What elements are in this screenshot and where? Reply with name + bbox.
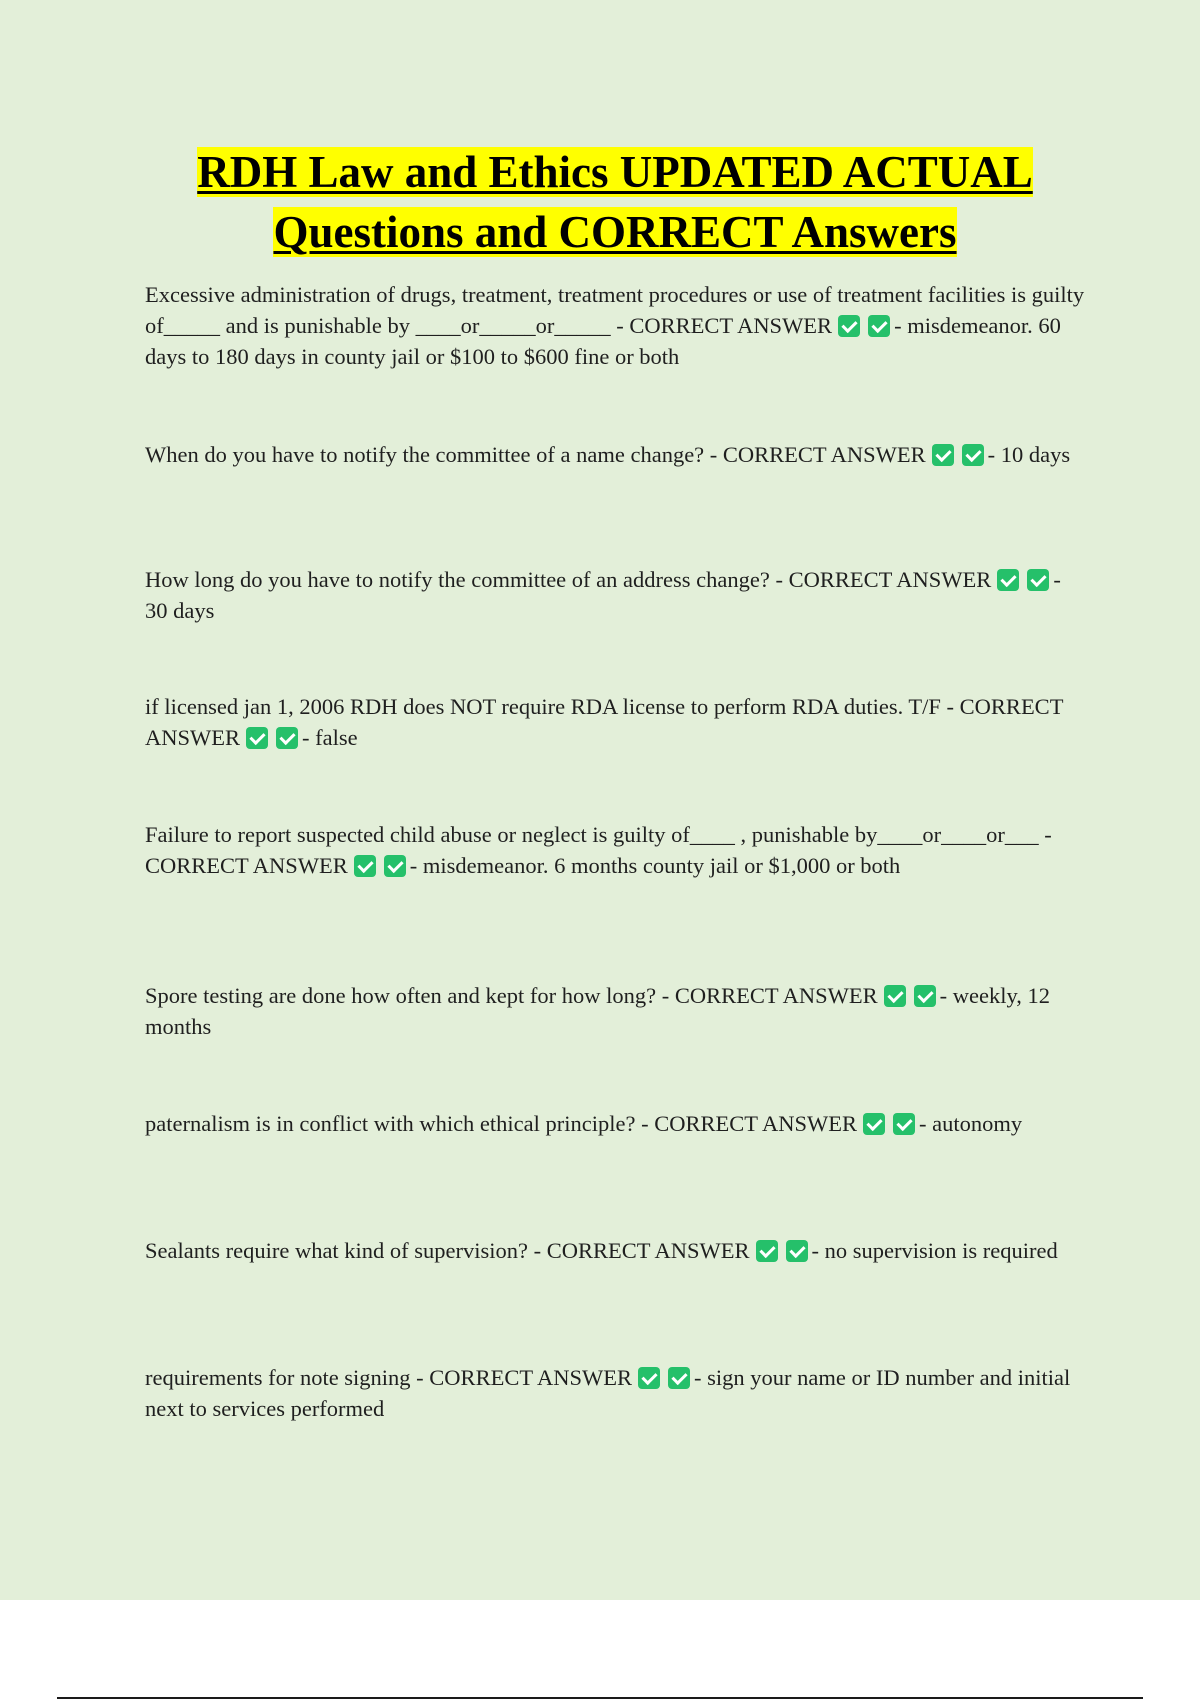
title-line-1: RDH Law and Ethics UPDATED ACTUAL [197, 147, 1033, 197]
document-title [110, 142, 1120, 262]
qa-answer: - misdemeanor. 60 days to 180 days in county jail or $100 to $600 fine or both [145, 313, 1061, 369]
qa-item [145, 691, 1085, 753]
qa-question: Excessive administration of drugs, treatment, treatment procedures or use of treatment facilities is guilty of_____ and is punishable by ____or_____or_____ - CORRECT ANSWER [145, 282, 1085, 338]
check-square-icon [997, 569, 1019, 591]
check-square-icon [276, 727, 298, 749]
qa-item [145, 1362, 1085, 1424]
footer-rule [57, 1697, 1143, 1699]
qa-answer: - 10 days [987, 442, 1071, 467]
qa-answer: - weekly, 12 months [145, 983, 1050, 1039]
qa-question: paternalism is in conflict with which ethical principle? - CORRECT ANSWER [145, 1111, 857, 1136]
qa-question: requirements for note signing - CORRECT ANSWER [145, 1365, 633, 1390]
check-square-icon [668, 1367, 690, 1389]
qa-item [145, 439, 1085, 470]
qa-item [145, 1108, 1085, 1139]
check-square-icon [868, 315, 890, 337]
check-square-icon [354, 855, 376, 877]
qa-question: if licensed jan 1, 2006 RDH does NOT require RDA license to perform RDA duties. T/F - CORRECT ANSWER [145, 694, 1064, 750]
check-square-icon [914, 985, 936, 1007]
check-square-icon [756, 1240, 778, 1262]
qa-answer: - sign your name or ID number and initial next to services performed [145, 1365, 1071, 1421]
qa-question: How long do you have to notify the committee of an address change? - CORRECT ANSWER [145, 567, 992, 592]
qa-question: Sealants require what kind of supervision? - CORRECT ANSWER [145, 1238, 750, 1263]
qa-item [145, 980, 1085, 1042]
check-square-icon [962, 444, 984, 466]
qa-answer: - no supervision is required [811, 1238, 1058, 1263]
qa-item [145, 564, 1085, 626]
qa-answer: - autonomy [918, 1111, 1023, 1136]
check-square-icon [893, 1113, 915, 1135]
title-line-2: Questions and CORRECT Answers [273, 207, 957, 257]
check-square-icon [932, 444, 954, 466]
check-square-icon [863, 1113, 885, 1135]
qa-answer: - misdemeanor. 6 months county jail or $1,000 or both [409, 853, 901, 878]
check-square-icon [786, 1240, 808, 1262]
qa-question: Spore testing are done how often and kept for how long? - CORRECT ANSWER [145, 983, 878, 1008]
qa-item [145, 819, 1085, 881]
qa-question: Failure to report suspected child abuse or neglect is guilty of____ , punishable by____or____or___ - CORRECT ANSWER [145, 822, 1052, 878]
qa-answer: - 30 days [145, 567, 1061, 623]
check-square-icon [384, 855, 406, 877]
check-square-icon [638, 1367, 660, 1389]
qa-item [145, 279, 1085, 372]
qa-item [145, 1235, 1085, 1266]
qa-answer: - false [302, 725, 358, 750]
check-square-icon [1027, 569, 1049, 591]
check-square-icon [246, 727, 268, 749]
qa-question: When do you have to notify the committee of a name change? - CORRECT ANSWER [145, 442, 926, 467]
check-square-icon [884, 985, 906, 1007]
check-square-icon [838, 315, 860, 337]
